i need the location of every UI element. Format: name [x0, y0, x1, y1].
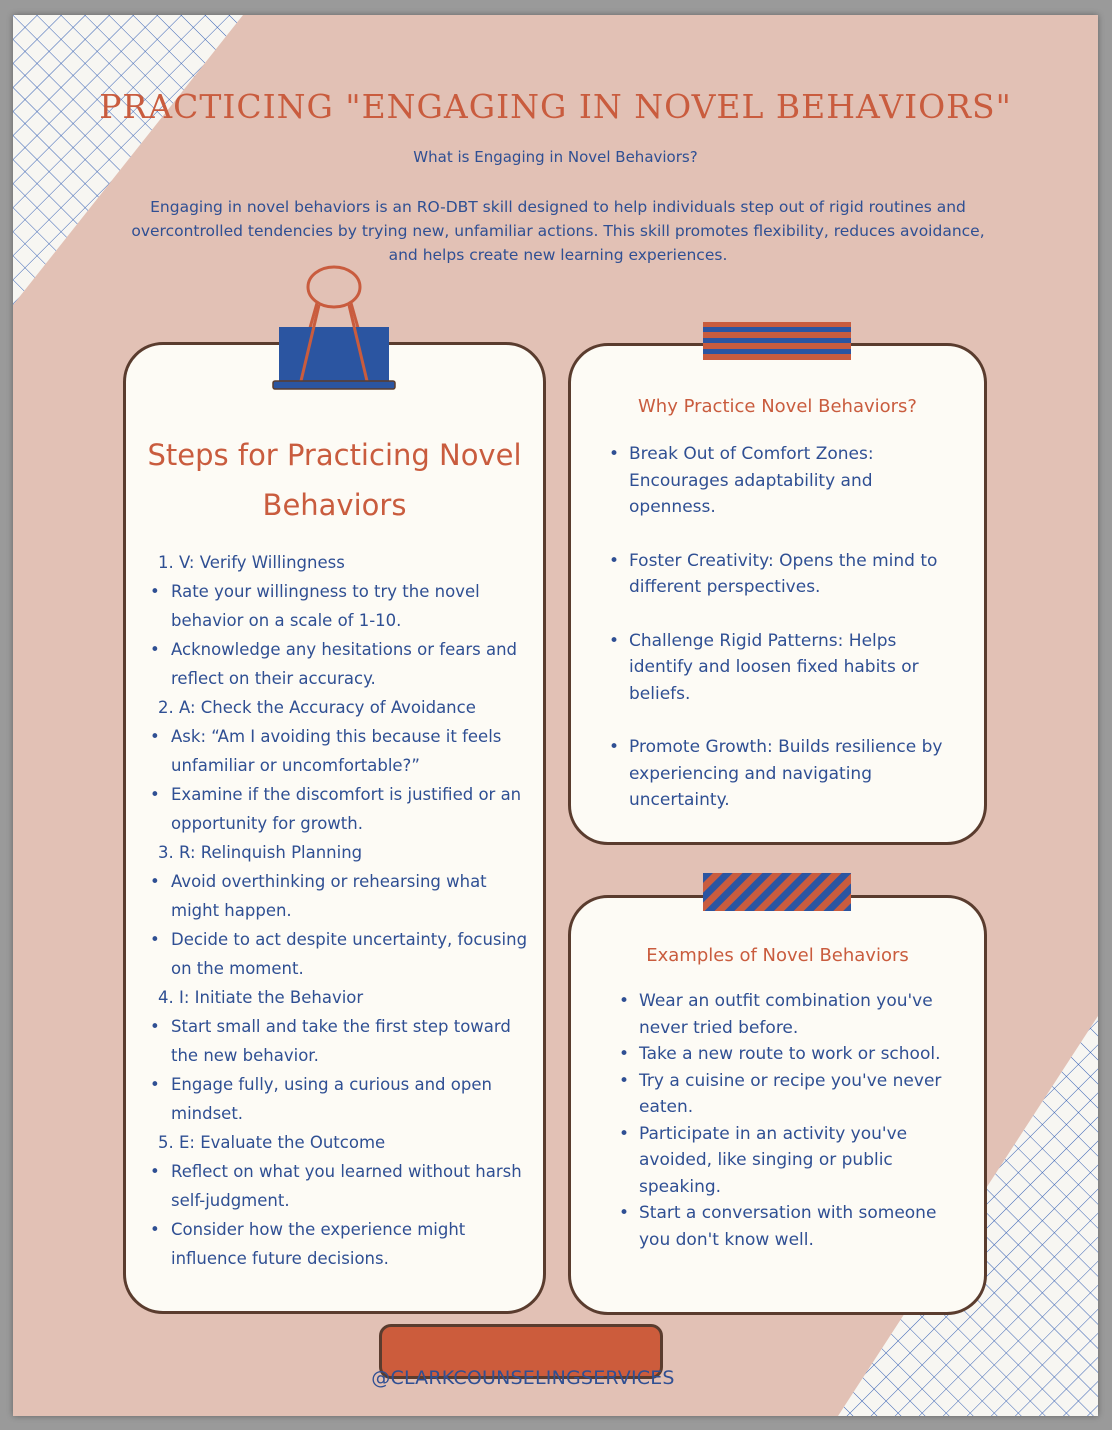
step-bullet: • Examine if the discomfort is justified or an opportunity for growth. [150, 780, 535, 838]
step-bullet: • Start small and take the first step toward the new behavior. [150, 1012, 535, 1070]
steps-heading: Steps for Practicing Novel Behaviors [147, 438, 522, 522]
examples-card [568, 895, 987, 1315]
diagonal-tape-decoration [703, 873, 851, 911]
step-bullet: • Rate your willingness to try the novel behavior on a scale of 1-10. [150, 577, 535, 635]
steps-card [123, 342, 546, 1314]
step-item: 3. R: Relinquish Planning [158, 843, 363, 862]
step-bullet: • Consider how the experience might influence future decisions. [150, 1215, 535, 1273]
why-item: • Promote Growth: Builds resilience by experiencing and navigating uncertainty. [609, 734, 954, 814]
intro-paragraph: Engaging in novel behaviors is an RO-DBT skill designed to help individuals step out of rigid routines and overcontrolled tendencies by trying new, unfamiliar actions. This skill promotes flexibility, reduces avoidance, and helps create new learning experiences. [131, 198, 985, 264]
example-item: • Take a new route to work or school. [619, 1041, 949, 1068]
step-bullet: • Engage fully, using a curious and open mindset. [150, 1070, 535, 1128]
step-bullet: • Avoid overthinking or rehearsing what might happen. [150, 867, 535, 925]
step-item: 5. E: Evaluate the Outcome [158, 1133, 386, 1152]
why-item: • Foster Creativity: Opens the mind to different perspectives. [609, 548, 954, 601]
example-item: • Try a cuisine or recipe you've never eaten. [619, 1068, 949, 1121]
example-item: • Participate in an activity you've avoided, like singing or public speaking. [619, 1121, 949, 1201]
step-item: 1. V: Verify Willingness [158, 553, 345, 572]
why-item: • Challenge Rigid Patterns: Helps identify and loosen fixed habits or beliefs. [609, 628, 954, 708]
step-item: 2. A: Check the Accuracy of Avoidance [158, 698, 476, 717]
flyer-page [13, 15, 1098, 1416]
example-item: • Wear an outfit combination you've never tried before. [619, 988, 949, 1041]
subtitle: What is Engaging in Novel Behaviors? [413, 148, 698, 166]
example-item: • Start a conversation with someone you don't know well. [619, 1200, 949, 1253]
examples-list [619, 988, 949, 1253]
why-card [568, 343, 987, 845]
why-item: • Break Out of Comfort Zones: Encourages adaptability and openness. [609, 441, 954, 521]
steps-list [150, 548, 535, 1273]
striped-tape-decoration [703, 322, 851, 360]
binder-clip-icon [271, 265, 397, 393]
why-list [609, 441, 954, 841]
step-bullet: • Decide to act despite uncertainty, focusing on the moment. [150, 925, 535, 983]
step-bullet: • Reflect on what you learned without harsh self-judgment. [150, 1157, 535, 1215]
page-title: PRACTICING "ENGAGING IN NOVEL BEHAVIORS" [99, 87, 1012, 126]
step-bullet: • Acknowledge any hesitations or fears and reflect on their accuracy. [150, 635, 535, 693]
step-item: 4. I: Initiate the Behavior [158, 988, 364, 1007]
why-heading: Why Practice Novel Behaviors? [638, 396, 917, 417]
step-bullet: • Ask: “Am I avoiding this because it feels unfamiliar or uncomfortable?” [150, 722, 535, 780]
social-handle[interactable]: @CLARKCOUNSELINGSERVICES [371, 1367, 675, 1389]
examples-heading: Examples of Novel Behaviors [646, 945, 909, 966]
